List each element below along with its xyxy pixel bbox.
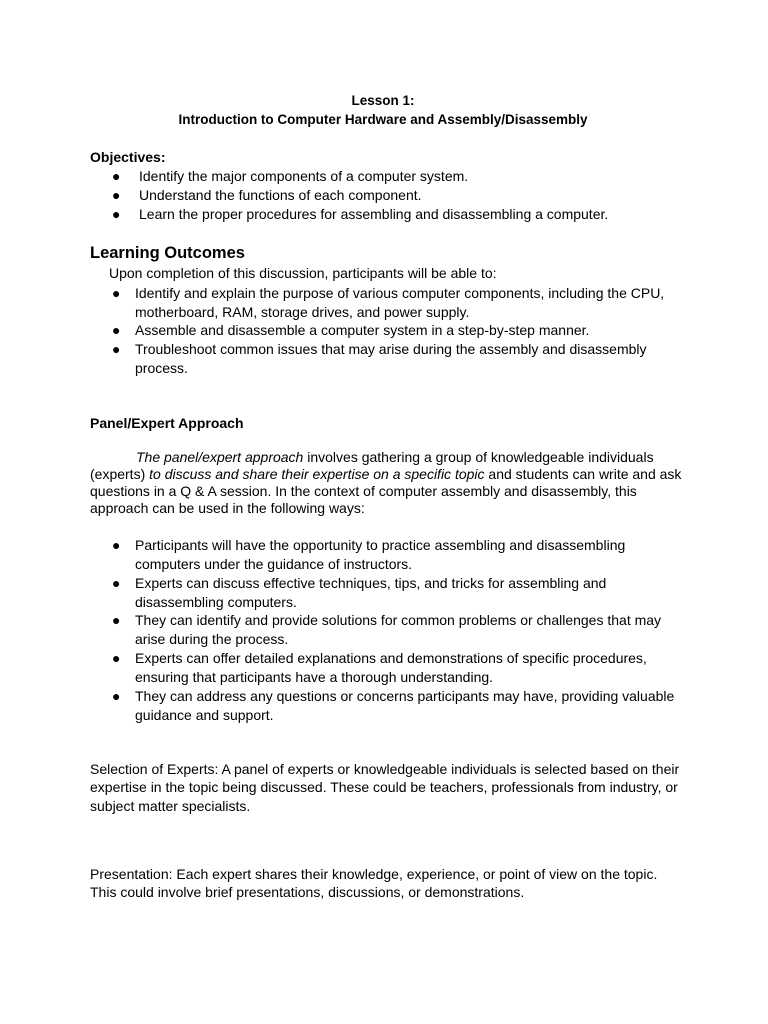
panel-term: The panel/expert approach — [136, 449, 304, 465]
bullet-icon: ● — [112, 341, 121, 357]
bullet-icon: ● — [112, 322, 121, 338]
panel-heading: Panel/Expert Approach — [90, 415, 244, 431]
lesson-label: Lesson 1: — [351, 93, 415, 108]
presentation-line: This could involve brief presentations, discussions, or demonstrations. — [90, 884, 525, 900]
bullet-icon: ● — [112, 612, 121, 628]
bullet-icon: ● — [112, 285, 121, 301]
bullet-icon: ● — [112, 575, 121, 591]
bullet-icon: ● — [112, 650, 121, 666]
panel-para-line-2: (experts) to discuss and share their expertise on a specific topic and students can write and ask — [90, 466, 682, 482]
bullet-icon: ● — [112, 206, 121, 222]
bullet-icon: ● — [112, 537, 121, 553]
bullet-icon: ● — [112, 168, 121, 184]
presentation-line: Presentation: Each expert shares their knowledge, experience, or point of view on the topic. — [90, 866, 658, 882]
panel-para-line-3: questions in a Q & A session. In the context of computer assembly and disassembly, this — [90, 483, 637, 499]
bullet-icon: ● — [112, 187, 121, 203]
panel-para-line-1: The panel/expert approach involves gathering a group of knowledgeable individuals — [136, 449, 654, 465]
panel-para-line-4: approach can be used in the following ways: — [90, 500, 365, 516]
bullet-icon: ● — [112, 688, 121, 704]
outcomes-heading: Learning Outcomes — [90, 244, 245, 262]
objectives-heading: Objectives: — [90, 149, 166, 165]
selection-line: expertise in the topic being discussed. These could be teachers, professionals from industry, or — [90, 779, 678, 795]
lesson-title: Introduction to Computer Hardware and Assembly/Disassembly — [178, 112, 588, 127]
outcomes-intro: Upon completion of this discussion, participants will be able to: — [109, 265, 497, 281]
selection-line: Selection of Experts: A panel of experts or knowledgeable individuals is selected based on their — [90, 761, 680, 777]
selection-line: subject matter specialists. — [90, 798, 251, 814]
